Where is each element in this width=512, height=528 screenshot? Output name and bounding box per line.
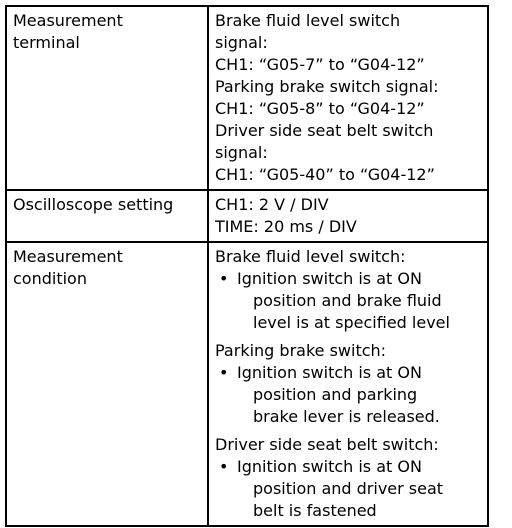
value-line: CH1: “G05-8” to “G04-12”: [215, 99, 425, 118]
condition-title: Brake fluid level switch:: [215, 247, 406, 266]
bullet-line: level is at specified level: [253, 313, 450, 332]
condition-title: Driver side seat belt switch:: [215, 435, 439, 454]
row-label-line: terminal: [13, 33, 80, 52]
bullet-text: [237, 456, 422, 478]
row-value-cell: [208, 242, 488, 526]
bullet-icon: •: [219, 363, 229, 382]
bullet-line: belt is fastened: [253, 501, 377, 520]
condition-block: [215, 340, 483, 428]
row-label-line: Oscilloscope setting: [13, 195, 174, 214]
bullet-text: [237, 268, 422, 290]
bullet-item: [215, 362, 483, 384]
bullet-line: Ignition switch is at ON: [237, 269, 422, 288]
value-line: signal:: [215, 143, 268, 162]
specification-table: [5, 5, 489, 527]
condition-title: Parking brake switch:: [215, 341, 387, 360]
bullet-text: [237, 362, 422, 384]
bullet-icon: •: [219, 457, 229, 476]
value-line: signal:: [215, 33, 268, 52]
value-line: Driver side seat belt switch: [215, 121, 434, 140]
value-line: Parking brake switch signal:: [215, 77, 439, 96]
row-value-cell: [208, 6, 488, 190]
bullet-line: position and parking: [253, 385, 418, 404]
condition-block: [215, 246, 483, 334]
condition-block: [215, 434, 483, 522]
bullet-item: [215, 456, 483, 478]
bullet-line: Ignition switch is at ON: [237, 457, 422, 476]
row-label-line: Measurement: [13, 247, 123, 266]
row-value-cell: [208, 190, 488, 242]
value-line: Brake fluid level switch: [215, 11, 401, 30]
row-label-line: Measurement: [13, 11, 123, 30]
value-line: CH1: 2 V / DIV: [215, 195, 329, 214]
table-row-measurement-terminal: [6, 6, 488, 190]
bullet-line: position and driver seat: [253, 479, 444, 498]
bullet-line: brake lever is released.: [253, 407, 440, 426]
table-row-measurement-condition: [6, 242, 488, 526]
bullet-icon: •: [219, 269, 229, 288]
bullet-line: Ignition switch is at ON: [237, 363, 422, 382]
row-label-cell: [6, 190, 208, 242]
bullet-line: position and brake fluid: [253, 291, 442, 310]
table-row-oscilloscope-setting: [6, 190, 488, 242]
value-line: TIME: 20 ms / DIV: [215, 217, 357, 236]
value-line: CH1: “G05-7” to “G04-12”: [215, 55, 425, 74]
value-line: CH1: “G05-40” to “G04-12”: [215, 165, 435, 184]
row-label-cell: [6, 6, 208, 190]
row-label-cell: [6, 242, 208, 526]
row-label-line: condition: [13, 269, 87, 288]
bullet-item: [215, 268, 483, 290]
